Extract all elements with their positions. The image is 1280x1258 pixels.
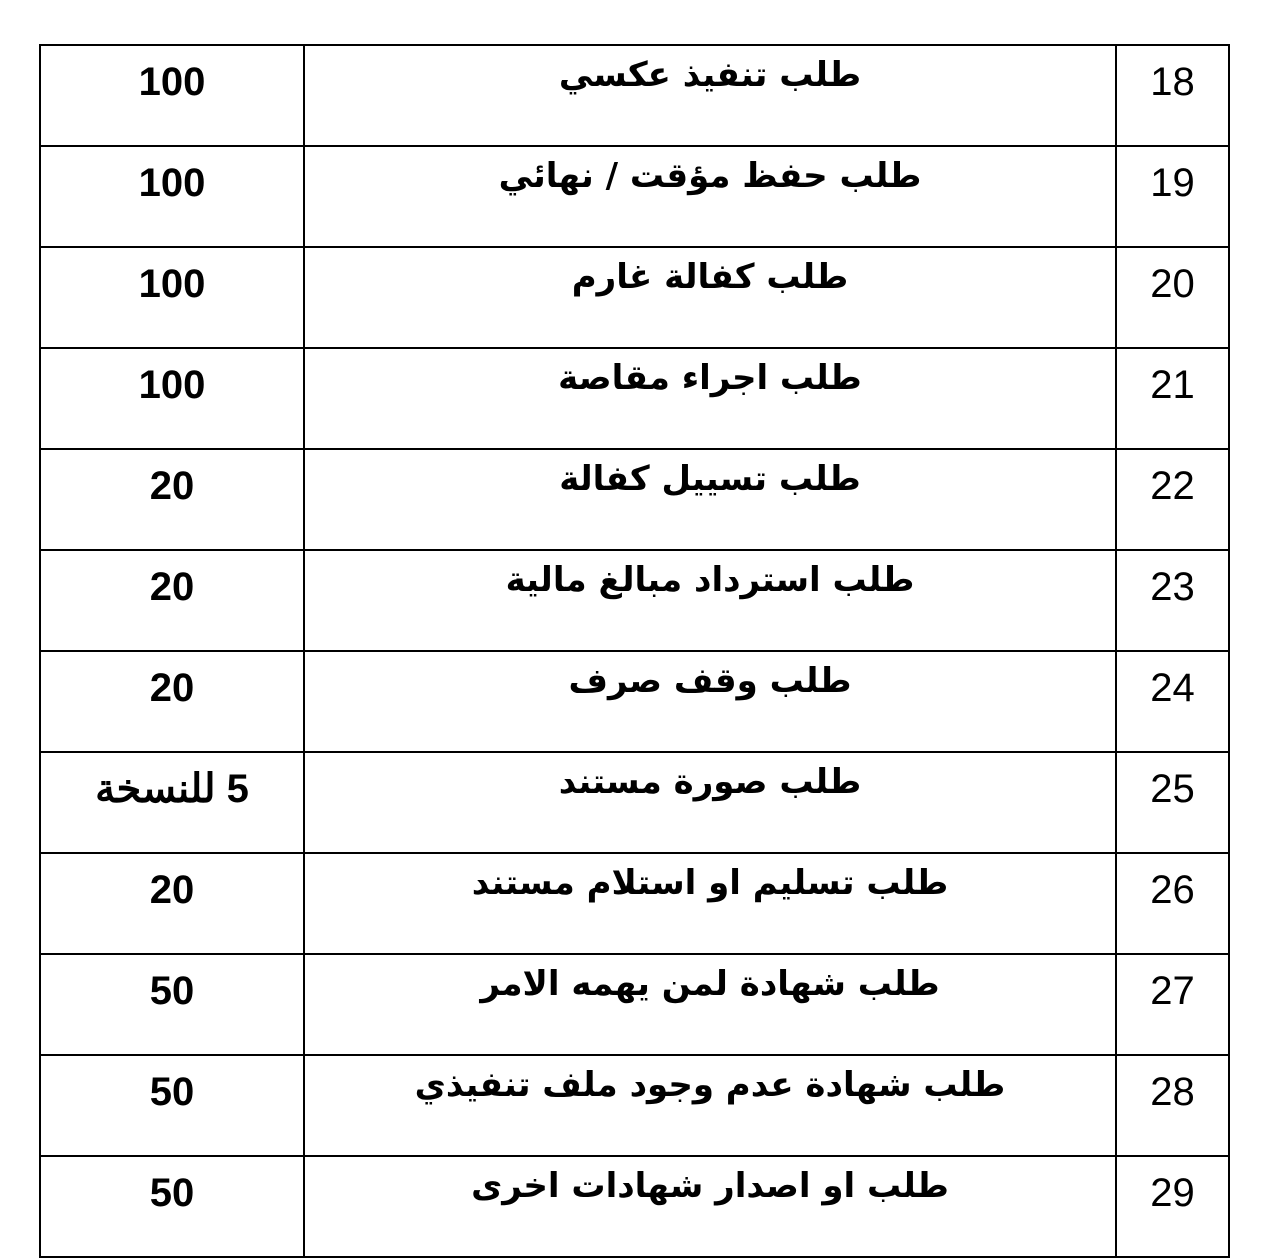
fee-cell: 20: [40, 853, 304, 954]
table-row: [40, 146, 1229, 247]
fee-cell: 20: [40, 651, 304, 752]
table-row: [40, 853, 1229, 954]
service-description-cell: طلب تسييل كفالة: [304, 449, 1116, 550]
table-row: [40, 651, 1229, 752]
service-description-cell: طلب وقف صرف: [304, 651, 1116, 752]
row-number-cell: 29: [1116, 1156, 1229, 1257]
row-number-cell: 26: [1116, 853, 1229, 954]
row-number-cell: 25: [1116, 752, 1229, 853]
service-description-cell: طلب كفالة غارم: [304, 247, 1116, 348]
fee-cell: 20: [40, 550, 304, 651]
fee-cell: 50: [40, 1156, 304, 1257]
service-description-cell: طلب تنفيذ عكسي: [304, 45, 1116, 146]
fees-table: [39, 44, 1230, 1258]
fee-cell: 50: [40, 1055, 304, 1156]
fee-cell: 100: [40, 45, 304, 146]
fee-cell: 100: [40, 348, 304, 449]
row-number-cell: 20: [1116, 247, 1229, 348]
row-number-cell: 18: [1116, 45, 1229, 146]
table-row: [40, 348, 1229, 449]
fee-cell: 20: [40, 449, 304, 550]
table-row: [40, 247, 1229, 348]
service-description-cell: طلب شهادة لمن يهمه الامر: [304, 954, 1116, 1055]
service-description-cell: طلب تسليم او استلام مستند: [304, 853, 1116, 954]
table-row: [40, 954, 1229, 1055]
row-number-cell: 21: [1116, 348, 1229, 449]
row-number-cell: 23: [1116, 550, 1229, 651]
service-description-cell: طلب حفظ مؤقت / نهائي: [304, 146, 1116, 247]
row-number-cell: 19: [1116, 146, 1229, 247]
service-description-cell: طلب اجراء مقاصة: [304, 348, 1116, 449]
fee-cell: 5 للنسخة: [40, 752, 304, 853]
row-number-cell: 24: [1116, 651, 1229, 752]
table-row: [40, 449, 1229, 550]
service-description-cell: طلب او اصدار شهادات اخرى: [304, 1156, 1116, 1257]
fee-cell: 50: [40, 954, 304, 1055]
table-row: [40, 550, 1229, 651]
row-number-cell: 28: [1116, 1055, 1229, 1156]
table-row: [40, 45, 1229, 146]
service-description-cell: طلب شهادة عدم وجود ملف تنفيذي: [304, 1055, 1116, 1156]
fee-cell: 100: [40, 146, 304, 247]
fee-cell: 100: [40, 247, 304, 348]
row-number-cell: 27: [1116, 954, 1229, 1055]
row-number-cell: 22: [1116, 449, 1229, 550]
table-row: [40, 752, 1229, 853]
table-row: [40, 1055, 1229, 1156]
service-description-cell: طلب صورة مستند: [304, 752, 1116, 853]
table-row: [40, 1156, 1229, 1257]
service-description-cell: طلب استرداد مبالغ مالية: [304, 550, 1116, 651]
